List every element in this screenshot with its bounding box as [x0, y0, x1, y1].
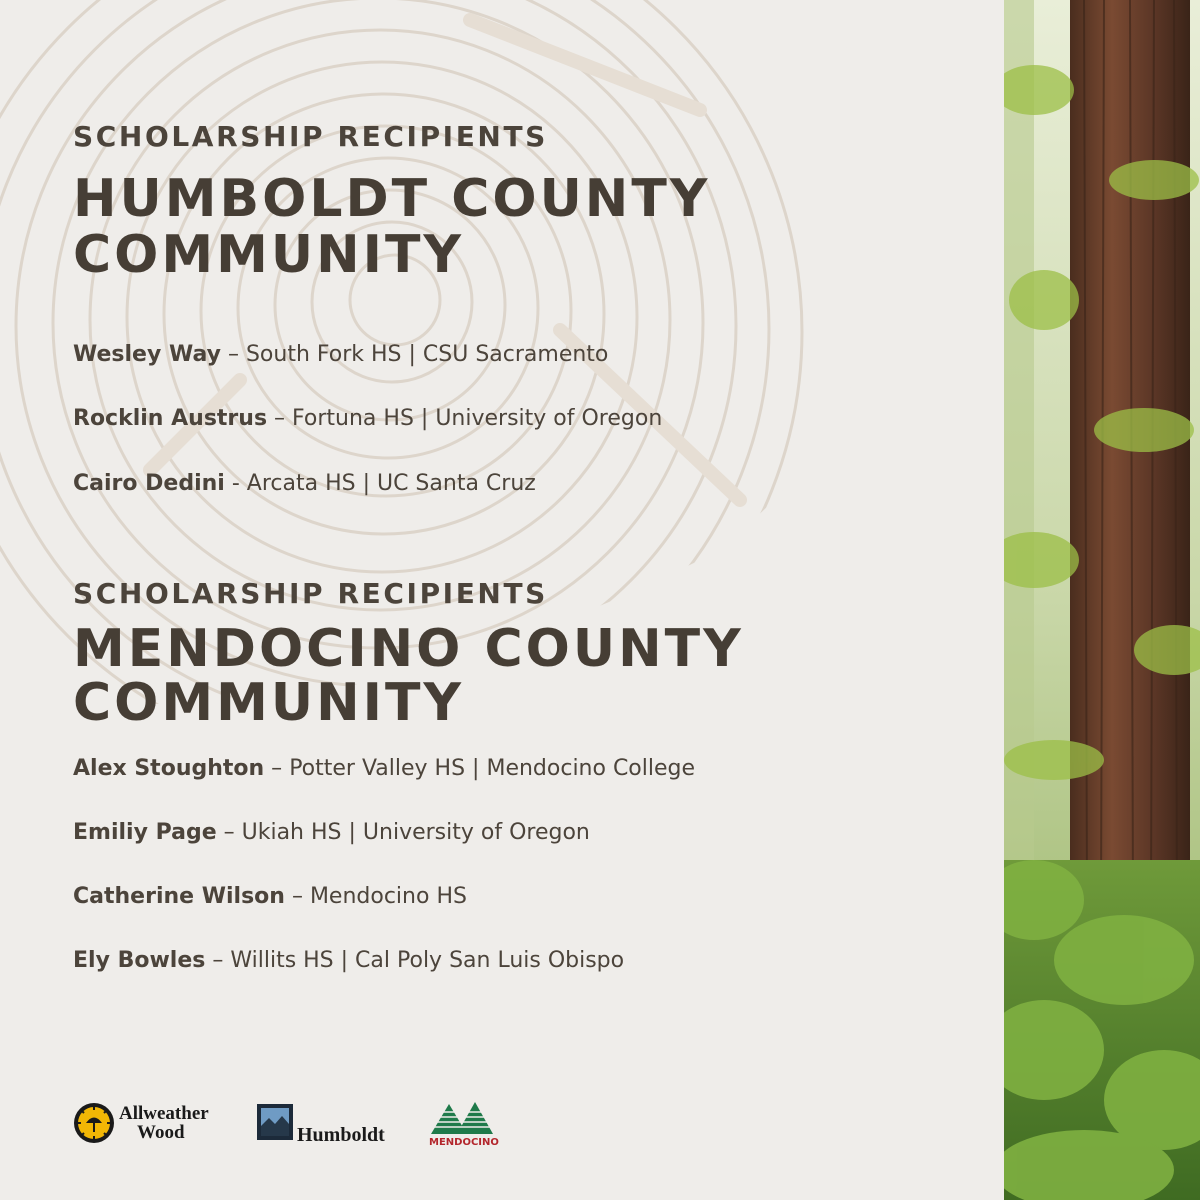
recipient-name: Catherine Wilson [73, 884, 285, 909]
recipient-detail: Arcata HS | UC Santa Cruz [246, 471, 536, 496]
recipient-separator: – [284, 884, 310, 909]
recipient-row [73, 342, 608, 367]
recipient-row [73, 756, 695, 781]
recipient-name: Alex Stoughton [73, 756, 265, 781]
recipient-detail: Potter Valley HS | Mendocino College [289, 756, 696, 781]
recipient-separator: – [264, 756, 290, 781]
section-eyebrow-mendocino: SCHOLARSHIP RECIPIENTS [73, 577, 548, 610]
recipient-detail: Ukiah HS | University of Oregon [241, 820, 590, 845]
recipient-separator: – [216, 820, 242, 845]
recipient-name: Wesley Way [73, 342, 221, 367]
mendocino-wordmark: MENDOCINO [429, 1137, 499, 1148]
recipient-separator: – [267, 406, 293, 431]
county-title-humboldt-line2: COMMUNITY [73, 225, 465, 285]
recipient-detail: South Fork HS | CSU Sacramento [245, 342, 609, 367]
recipient-separator: - [224, 471, 247, 496]
recipient-name: Ely Bowles [73, 948, 206, 973]
recipient-row [73, 471, 536, 496]
recipient-name: Cairo Dedini [73, 471, 225, 496]
recipient-name: Rocklin Austrus [73, 406, 268, 431]
redwood-forest-photo [1004, 0, 1200, 1200]
recipient-row [73, 884, 467, 909]
humboldt-wordmark: Humboldt [297, 1124, 385, 1146]
recipient-detail: Fortuna HS | University of Oregon [292, 406, 663, 431]
mendocino-logo [427, 1098, 503, 1148]
recipient-row [73, 406, 662, 431]
recipient-row [73, 948, 624, 973]
recipient-row [73, 820, 590, 845]
county-title-mendocino-line2: COMMUNITY [73, 673, 465, 733]
recipient-detail: Mendocino HS [309, 884, 467, 909]
section-eyebrow-humboldt: SCHOLARSHIP RECIPIENTS [73, 120, 548, 153]
county-title-humboldt-line1: HUMBOLDT COUNTY [73, 169, 711, 229]
humboldt-logo [255, 1098, 415, 1148]
allweather-wood-logo [73, 1098, 243, 1148]
recipient-name: Emiliy Page [73, 820, 217, 845]
county-title-mendocino-line1: MENDOCINO COUNTY [73, 619, 744, 679]
allweather-line1: Allweather [119, 1103, 209, 1124]
recipient-separator: – [205, 948, 231, 973]
allweather-line2: Wood [137, 1122, 185, 1143]
recipient-separator: – [220, 342, 246, 367]
recipient-detail: Willits HS | Cal Poly San Luis Obispo [230, 948, 625, 973]
sponsor-logos [73, 1098, 513, 1148]
